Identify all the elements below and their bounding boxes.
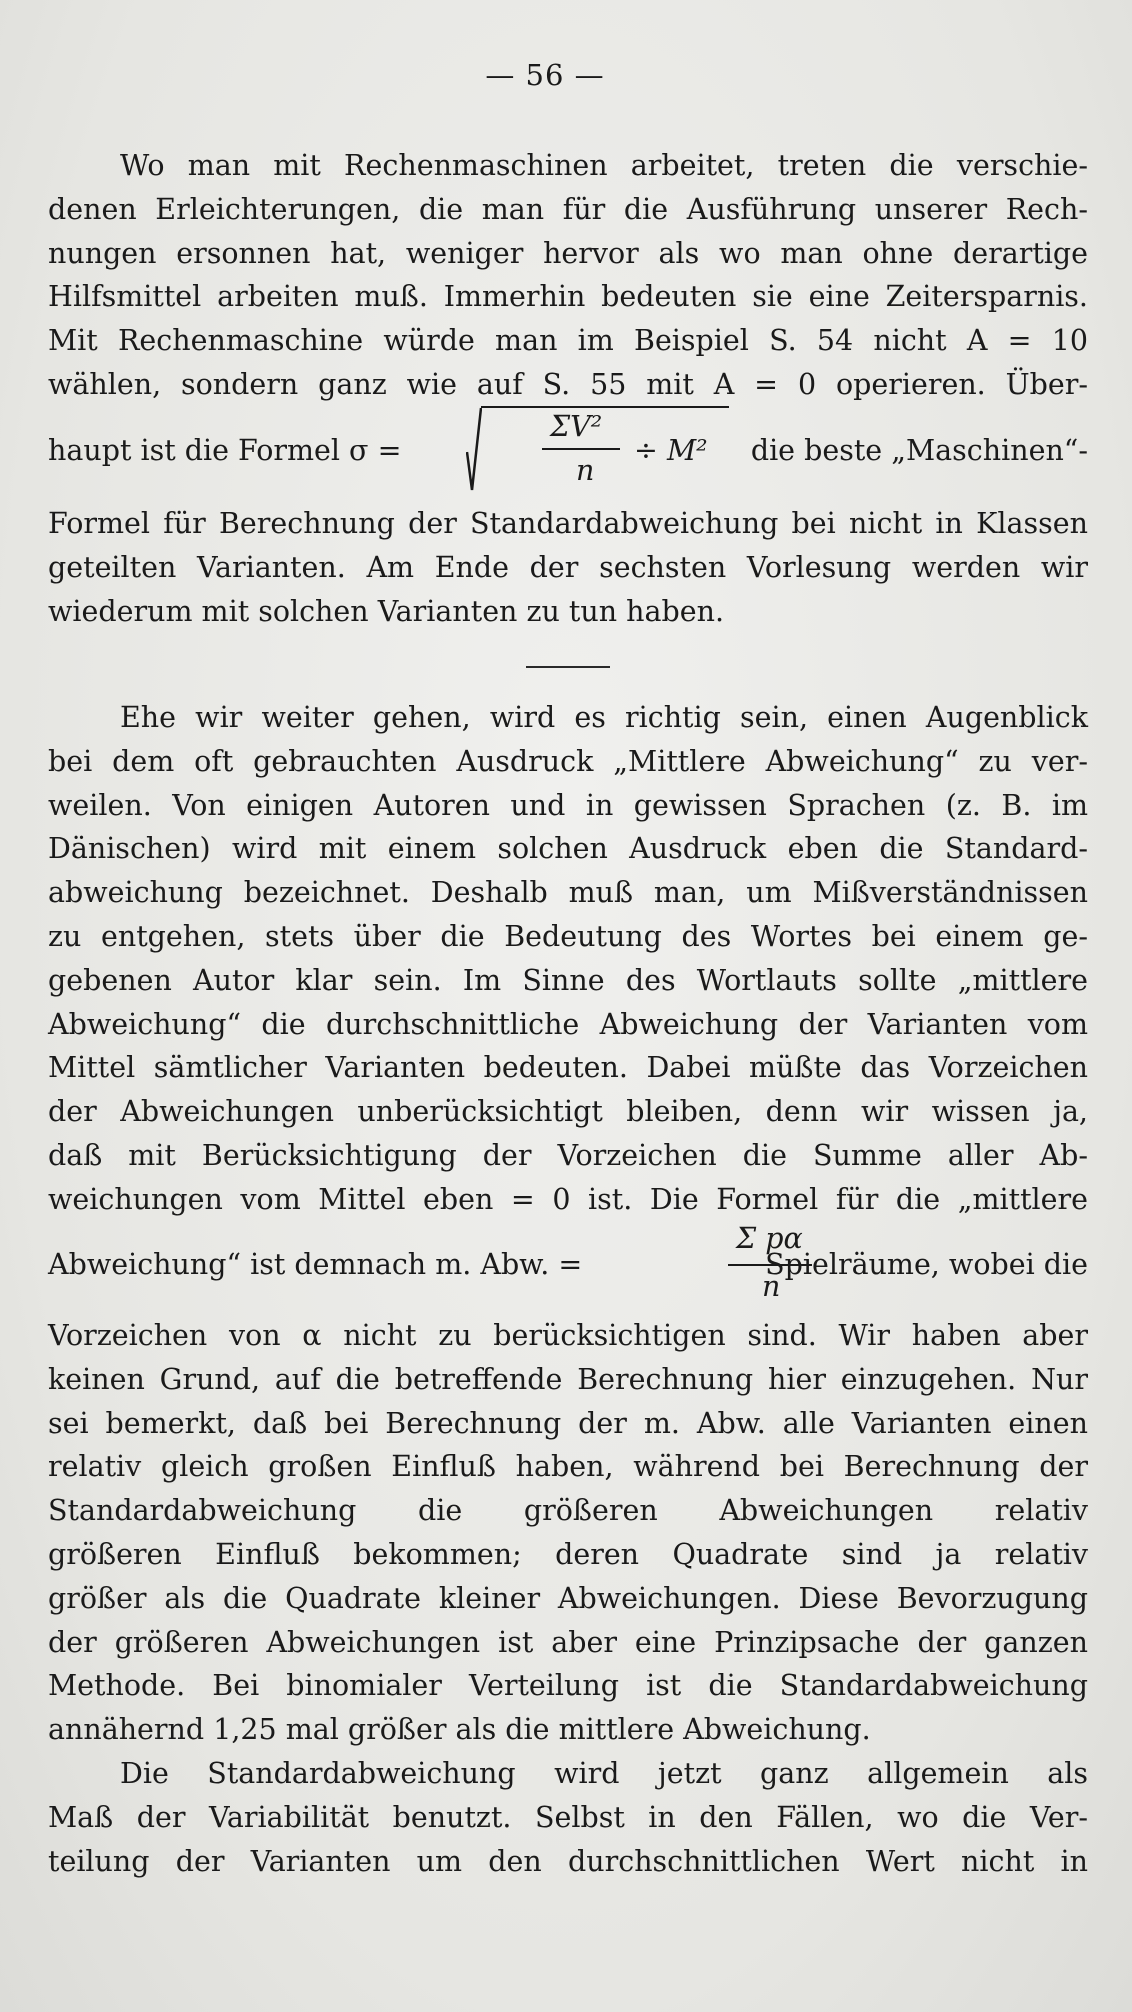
text-line: bei dem oft gebrauchten Ausdruck „Mittlere Abweichung“ zu ver- — [48, 744, 1088, 778]
text-line: der größeren Abweichungen ist aber eine Prinzipsache der ganzen — [48, 1625, 1088, 1659]
text-line: Methode. Bei binomialer Verteilung ist die Standardabweichung — [48, 1669, 1088, 1703]
text-line: Standardabweichung die größeren Abweichungen relativ — [48, 1494, 1088, 1528]
paragraph-1 — [48, 144, 1088, 407]
text-line: Hilfsmittel arbeiten muß. Immerhin bedeuten sie eine Zeitersparnis. — [48, 280, 1088, 314]
text-line: Ehe wir weiter gehen, wird es richtig sein, einen Augenblick — [120, 701, 1088, 734]
text-line: annähernd 1,25 mal größer als die mittlere Abweichung. — [48, 1713, 871, 1747]
formula-numerator: ΣV² — [550, 410, 603, 443]
text-line: größeren Einfluß bekommen; deren Quadrate sind ja relativ — [48, 1537, 1088, 1571]
text-line: der Abweichungen unberücksichtigt bleiben, denn wir wissen ja, — [48, 1095, 1088, 1129]
formula-denominator: n — [762, 1270, 781, 1303]
text-line: Mittel sämtlicher Varianten bedeuten. Dabei müßte das Vorzeichen — [48, 1051, 1088, 1085]
text-line: geteilten Varianten. Am Ende der sechsten Vorlesung werden wir — [48, 550, 1088, 584]
text-line: denen Erleichterungen, die man für die Ausführung unserer Rech- — [48, 192, 1088, 226]
formula-trail-text: Spielräume, wobei die — [765, 1248, 1088, 1281]
text-line: Mit Rechenmaschine würde man im Beispiel S. 54 nicht A = 10 — [48, 324, 1088, 358]
formula-line-standard-deviation — [48, 404, 1088, 494]
text-line: keinen Grund, auf die betreffende Berechnung hier einzugehen. Nur — [48, 1362, 1088, 1396]
text-line: sei bemerkt, daß bei Berechnung der m. Abw. alle Varianten einen — [48, 1406, 1088, 1440]
text-line: gebenen Autor klar sein. Im Sinne des Wortlauts sollte „mittlere — [48, 963, 1088, 997]
paragraph-2 — [48, 696, 1088, 1222]
root-overline — [481, 406, 729, 408]
text-line: daß mit Berücksichtigung der Vorzeichen die Summe aller Ab- — [48, 1138, 1088, 1172]
text-line: wiederum mit solchen Varianten zu tun haben. — [48, 594, 724, 628]
square-root-sign — [466, 404, 482, 494]
text-line: nungen ersonnen hat, weniger hervor als wo man ohne derartige — [48, 236, 1088, 270]
text-line: Vorzeichen von α nicht zu berücksichtigen sind. Wir haben aber — [48, 1319, 1088, 1352]
fraction-bar — [542, 448, 620, 450]
formula-subtract-term: ÷ M² — [634, 434, 708, 467]
text-line: wählen, sondern ganz wie auf S. 55 mit A = 0 operieren. Über- — [48, 367, 1088, 401]
text-line: weichungen vom Mittel eben = 0 ist. Die Formel für die „mittlere — [48, 1182, 1088, 1216]
text-line: zu entgehen, stets über die Bedeutung des Wortes bei einem ge- — [48, 919, 1088, 953]
section-divider — [526, 666, 610, 668]
text-line: Formel für Berechnung der Standardabweichung bei nicht in Klassen — [48, 507, 1088, 540]
text-line: abweichung bezeichnet. Deshalb muß man, um Mißverständnissen — [48, 876, 1088, 910]
text-line: teilung der Varianten um den durchschnittlichen Wert nicht in — [48, 1844, 1088, 1878]
text-line: Abweichung“ die durchschnittliche Abweichung der Varianten vom — [48, 1007, 1088, 1041]
formula-line-mean-deviation — [48, 1222, 1088, 1312]
formula-lead-text: haupt ist die Formel σ = — [48, 434, 402, 467]
paragraph-1-continued — [48, 502, 1088, 633]
paragraph-2-continued — [48, 1314, 1088, 1752]
formula-trail-text: die beste „Maschinen“- — [750, 434, 1088, 467]
formula-lead-text: Abweichung“ ist demnach m. Abw. = — [48, 1248, 583, 1281]
text-line: Die Standardabweichung wird jetzt ganz allgemein als — [120, 1757, 1088, 1790]
text-line: Dänischen) wird mit einem solchen Ausdruck eben die Standard- — [48, 832, 1088, 866]
text-line: weilen. Von einigen Autoren und in gewissen Sprachen (z. B. im — [48, 788, 1088, 822]
formula-numerator: Σ pα — [736, 1222, 803, 1255]
text-line: Maß der Variabilität benutzt. Selbst in den Fällen, wo die Ver- — [48, 1800, 1088, 1834]
text-line: Wo man mit Rechenmaschinen arbeitet, treten die verschie- — [120, 149, 1088, 182]
paragraph-3 — [48, 1752, 1088, 1883]
text-line: relativ gleich großen Einfluß haben, während bei Berechnung der — [48, 1450, 1088, 1484]
formula-denominator: n — [576, 454, 595, 487]
text-line: größer als die Quadrate kleiner Abweichungen. Diese Bevorzugung — [48, 1581, 1088, 1615]
page-number: — 56 — — [485, 58, 605, 92]
